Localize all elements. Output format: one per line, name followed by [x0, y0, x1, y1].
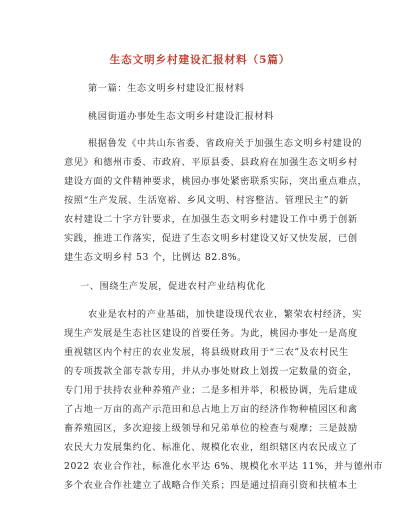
paragraph-line: 2022 农业合作社，标准化水平达 6%、规模化水平达 11%，并与德州市 — [64, 461, 384, 472]
paragraph-line: 农业是农村的产业基础，加快建设现代农业，繁荣农村经济，实 — [88, 309, 363, 320]
paragraph-line: 按照“生产发展、生活宽裕、乡风文明、村容整洁、管理民主”的新 — [64, 195, 349, 206]
paragraph-line: 重视辖区内个村庄的农业发展，将县级财政用于“三农”及农村民生 — [64, 347, 349, 358]
paragraph-line: 的专项拨款全部专款专用，并从办事处财政上划拨一定数量的资金， — [64, 366, 358, 377]
paragraph-line: 畜养殖园区，多次迎接上级领导和兄弟单位的检查与观摩；三是鼓励 — [64, 423, 358, 434]
paragraph-line: 专门用于扶持农业种养殖产业；二是多相并举，积极协调，先后建成 — [64, 385, 358, 396]
paragraph-line: 多个农业合作社建立了战略合作关系；四是通过招商引资和扶植本土 — [64, 480, 358, 491]
paragraph-line: 建设方面的文件精神要求，桃园办事处紧密联系实际，突出重点难点， — [64, 176, 368, 187]
sub-heading: 桃园街道办事处生态文明乡村建设汇报材料 — [88, 111, 274, 122]
paragraph-line: 根据鲁发《中共山东省委、省政府关于加强生态文明乡村建设的 — [88, 138, 363, 149]
paragraph-line: 现生产发展是生态社区建设的首要任务。为此，桃园办事处一是高度 — [64, 328, 358, 339]
section-1-heading: 一、围绕生产发展，促进农村产业结构优化 — [80, 281, 266, 292]
paragraph-line: 实践，推进工作落实，促进了生态文明乡村建设又好又快发展，已创 — [64, 233, 358, 244]
document-title: 生态文明乡村建设汇报材料（5篇） — [109, 54, 291, 66]
paragraph-line: 了占地一万亩的高产示范田和总占地上万亩的经济作物种植园区和禽 — [64, 404, 358, 415]
paragraph-line: 意见》和德州市委、市政府、平原县委、县政府在加强生态文明乡村 — [64, 157, 358, 168]
paragraph-line: 建生态文明乡村 53 个，比例达 82.8%。 — [64, 252, 247, 263]
section-heading: 第一篇：生态文明乡村建设汇报材料 — [88, 83, 245, 94]
paragraph-line: 农村建设二十字方针要求，在加强生态文明乡村建设工作中勇于创新 — [64, 214, 358, 225]
paragraph-line: 农民大力发展集约化、标准化、规模化农业，组织辖区内农民成立了 — [64, 442, 358, 453]
